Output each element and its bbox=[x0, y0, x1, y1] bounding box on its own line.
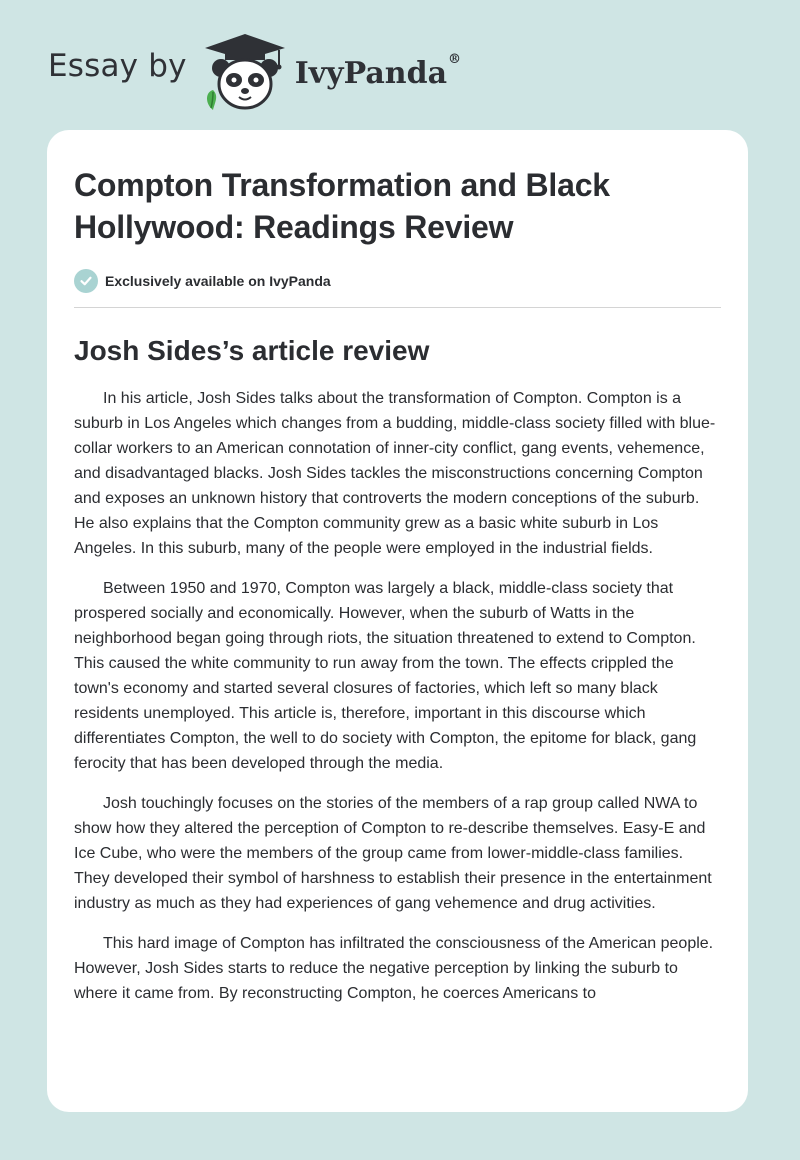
panda-graduate-logo-icon[interactable] bbox=[201, 30, 289, 114]
check-circle-icon bbox=[74, 269, 98, 293]
brand-name[interactable]: IvyPanda® bbox=[294, 51, 462, 91]
exclusive-badge bbox=[74, 268, 721, 294]
essay-by-label: Essay by bbox=[48, 48, 187, 84]
essay-title: Compton Transformation and Black Hollywood: Readings Review bbox=[74, 167, 610, 245]
paragraph: In his article, Josh Sides talks about the transformation of Compton. Compton is a suburb in Los Angeles which changes from a budding, middle-class society filled with blue-collar workers to an American connotation of inner-city conflict, gang events, vehemence, and disadvantaged blacks. Josh Sides tackles the misconstructions concerning Compton and exposes an unknown history that controverts the modern conceptions of the suburb. He also explains that the Compton community grew as a basic white suburb in Los Angeles. In this suburb, many of the people were employed in the industrial fields. bbox=[74, 390, 716, 557]
paragraph: Between 1950 and 1970, Compton was largely a black, middle-class society that prospered socially and economically. However, when the suburb of Watts in the neighborhood began going through riots, the situation threatened to extend to Compton. This caused the white community to run away from the town. The effects crippled the town's economy and started several closures of factories, which left so many black residents unemployed. This article is, therefore, important in this discourse which differentiates Compton, the well to do society with Compton, the epitome for black, gang ferocity that has been developed through the media. bbox=[74, 580, 697, 772]
registered-mark: ® bbox=[448, 51, 462, 67]
section-heading: Josh Sides’s article review bbox=[74, 335, 430, 366]
site-header bbox=[48, 30, 461, 114]
paragraph: Josh touchingly focuses on the stories of the members of a rap group called NWA to show how they altered the perception of Compton to re-describe themselves. Easy-E and Ice Cube, who were the members of the group came from lower-middle-class families. They developed their symbol of harshness to establish their presence in the entertainment industry as much as they had experiences of gang vehemence and drug activities. bbox=[74, 795, 712, 912]
essay-card bbox=[47, 130, 748, 1112]
divider bbox=[74, 307, 721, 308]
paragraph: This hard image of Compton has infiltrated the consciousness of the American people. However, Josh Sides starts to reduce the negative perception by linking the suburb to where it came from. By reconstructing Compton, he coerces Americans to bbox=[74, 935, 714, 1002]
exclusive-badge-text: Exclusively available on IvyPanda bbox=[105, 273, 331, 289]
